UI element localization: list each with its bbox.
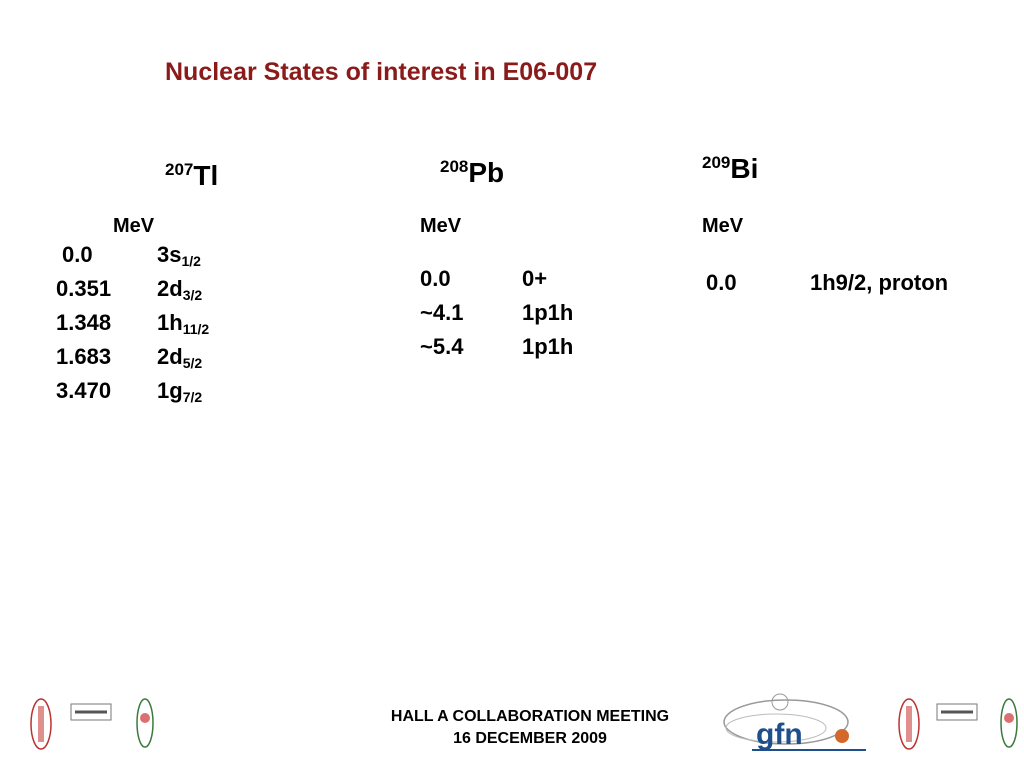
- energy-value: 0.0: [420, 266, 451, 291]
- state-label: $3s_{1/2}$: [157, 242, 201, 269]
- element-symbol: Pb: [468, 157, 505, 188]
- infn-logo-right: [998, 696, 1020, 750]
- institution-seal-logo: [70, 700, 112, 726]
- state-label: $2d_{5/2}$: [157, 344, 203, 371]
- institution-seal-logo-right: [936, 700, 978, 726]
- mass-number: 209: [702, 153, 731, 172]
- energy-value: ~5.4: [420, 334, 464, 359]
- energy-value: 1.683: [56, 344, 112, 369]
- state-label: $1g_{7/2}$: [157, 378, 203, 405]
- gfn-logo: [716, 688, 872, 758]
- jefferson-lab-logo-right: [896, 696, 922, 752]
- unit-label-bi: MeV: [702, 215, 744, 237]
- energy-value: ~4.1: [420, 300, 464, 325]
- slide-title: Nuclear States of interest in E06-007: [165, 58, 598, 86]
- energy-value: 0.0: [706, 270, 737, 295]
- mass-number: 207: [165, 160, 194, 179]
- energy-value: 0.0: [62, 242, 93, 267]
- state-label: 0+: [522, 266, 548, 291]
- footer: [345, 706, 715, 750]
- state-label: $2d_{3/2}$: [157, 276, 203, 303]
- element-symbol: Bi: [730, 153, 759, 184]
- unit-label-pb: MeV: [420, 215, 462, 237]
- nucleus-heading-tl: [165, 160, 218, 192]
- element-symbol: Tl: [193, 160, 219, 191]
- jefferson-lab-logo: [28, 696, 54, 752]
- gfn-logo-text: gfn: [756, 718, 803, 751]
- state-label: 1p1h: [522, 300, 574, 325]
- footer-date: 16 DECEMBER 2009: [453, 730, 607, 747]
- unit-label-tl: MeV: [113, 215, 155, 237]
- state-label: $1h_{11/2}$: [157, 310, 210, 337]
- energy-value: 0.351: [56, 276, 112, 301]
- infn-logo: [134, 696, 156, 750]
- energy-value: 3.470: [56, 378, 112, 403]
- energy-value: 1.348: [56, 310, 112, 335]
- mass-number: 208: [440, 157, 469, 176]
- state-label: 1h9/2, proton: [810, 270, 949, 295]
- nucleus-heading-pb: [440, 157, 504, 189]
- nucleus-heading-bi: [702, 153, 758, 185]
- footer-meeting: HALL A COLLABORATION MEETING: [390, 708, 670, 725]
- state-label: 1p1h: [522, 334, 574, 359]
